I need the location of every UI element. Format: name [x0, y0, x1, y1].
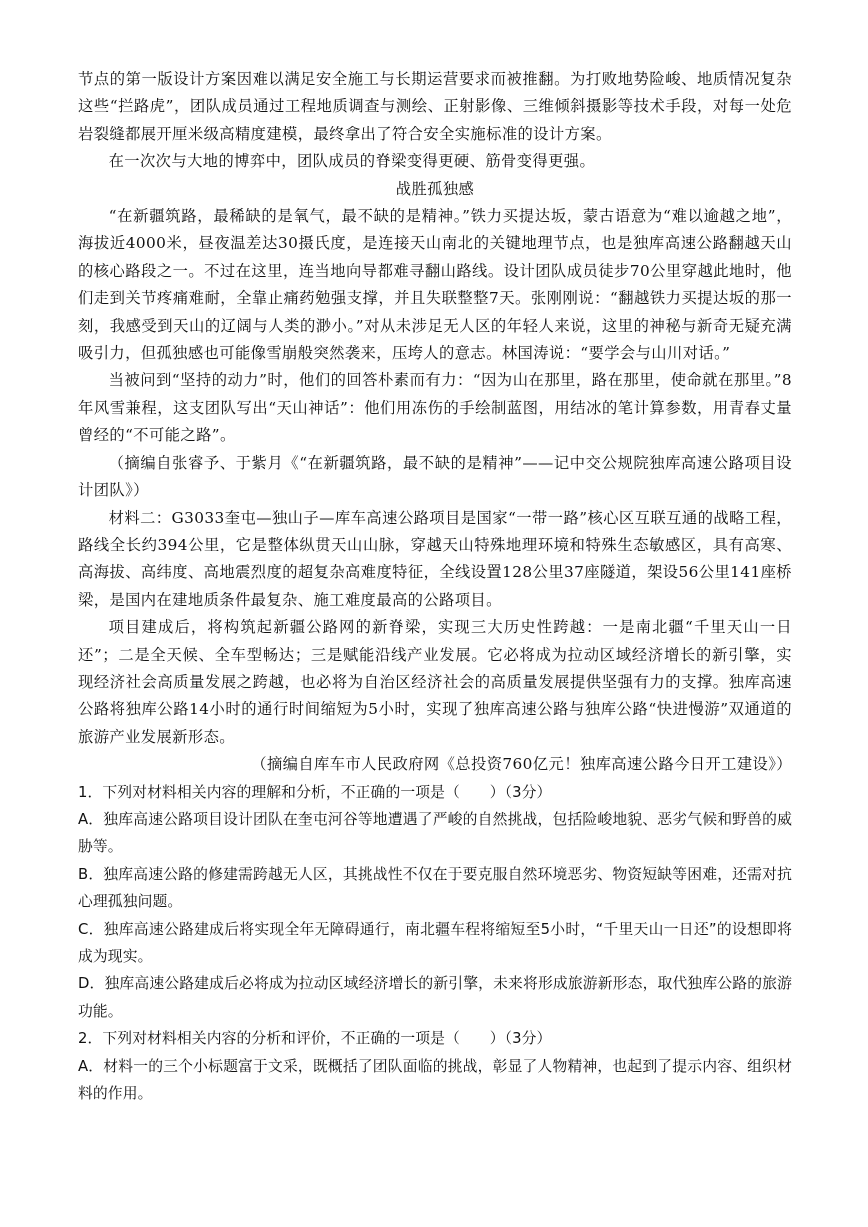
paragraph-5: 材料二：G3033奎屯—独山子—库车高速公路项目是国家“一带一路”核心区互联互通的战略工程，路线全长约394公里，它是整体纵贯天山山脉，穿越天山特殊地理环境和特殊生态敏感区，具有高寒、高海拔、高纬度、高地震烈度的超复杂高难度特征，全线设置128公里37座隧道，架设56公里141座桥梁，是国内在建地质条件最复杂、施工难度最高的公路项目。 — [78, 508, 792, 609]
section-subtitle: 战胜孤独感 — [395, 179, 475, 198]
question-1-option-b: B．独库高速公路的修建需跨越无人区，其挑战性不仅在于要克服自然环境恶劣、物资短缺等困难，还需对抗心理孤独问题。 — [78, 865, 792, 911]
question-1-stem: 1．下列对材料相关内容的理解和分析，不正确的一项是（ ）（3分） — [78, 783, 552, 801]
question-1-option-a: A．独库高速公路项目设计团队在奎屯河谷等地遭遇了严峻的自然挑战，包括险峻地貌、恶劣气候和野兽的威胁等。 — [78, 810, 792, 856]
question-1-option-d: D．独库高速公路建成后必将成为拉动区域经济增长的新引擎，未来将形成旅游新形态，取代独库公路的旅游功能。 — [78, 975, 792, 1020]
reading-material — [78, 66, 792, 779]
paragraph-6: 项目建成后，将构筑起新疆公路网的新脊梁，实现三大历史性跨越：一是南北疆“千里天山一日还”；二是全天候、全车型畅达；三是赋能沿线产业发展。它必将成为拉动区域经济增长的新引擎，实现经济社会高质量发展之跨越，也必将为自治区经济社会的高质量发展提供坚强有力的支撑。独库高速公路将独库公路14小时的通行时间缩短为5小时，实现了独库高速公路与独库公路“快进慢游”双通道的旅游产业发展新形态。 — [78, 618, 792, 746]
source-note-2: （摘编自库车市人民政府网《总投资760亿元！独库高速公路今日开工建设》） — [251, 755, 792, 774]
question-1-option-c: C．独库高速公路建成后将实现全年无障碍通行，南北疆车程将缩短至5小时，“千里天山一日还”的设想即将成为现实。 — [78, 920, 792, 965]
question-section — [78, 779, 792, 1108]
source-note-1: （摘编自张睿予、于紫月《“在新疆筑路，最不缺的是精神”——记中交公规院独库高速公路项目设计团队》） — [78, 453, 792, 500]
paragraph-2: 在一次次与大地的博弈中，团队成员的脊梁变得更硬、筋骨变得更强。 — [108, 152, 596, 171]
paragraph-1: 节点的第一版设计方案因难以满足安全施工与长期运营要求而被推翻。为打败地势险峻、地质情况复杂这些“拦路虎”，团队成员通过工程地质调查与测绘、正射影像、三维倾斜摄影等技术手段，对每一处危岩裂缝都展开厘米级高精度建模，最终拿出了符合安全实施标准的设计方案。 — [78, 70, 792, 143]
question-2-stem: 2．下列对材料相关内容的分析和评价，不正确的一项是（ ）（3分） — [78, 1030, 552, 1048]
question-2-option-a: A．材料一的三个小标题富于文采，既概括了团队面临的挑战，彰显了人物精神，也起到了提示内容、组织材料的作用。 — [78, 1057, 792, 1103]
paragraph-4: 当被问到“坚持的动力”时，他们的回答朴素而有力：“因为山在那里，路在那里，使命就在那里。”8年风雪兼程，这支团队写出“天山神话”：他们用冻伤的手绘制蓝图，用结冰的笔计算参数，用青春丈量曾经的“不可能之路”。 — [78, 371, 792, 445]
paragraph-3: “在新疆筑路，最稀缺的是氧气，最不缺的是精神。”铁力买提达坂，蒙古语意为“难以逾越之地”，海拔近4000米，昼夜温差达30摄氏度，是连接天山南北的关键地理节点，也是独库高速公路翻越天山的核心路段之一。不过在这里，连当地向导都难寻翻山路线。设计团队成员徒步70公里穿越此地时，他们走到关节疼痛难耐，全靠止痛药勉强支撑，并且失联整整7天。张刚刚说：“翻越铁力买提达坂的那一刻，我感受到天山的辽阔与人类的渺小。”对从未涉足无人区的年轻人来说，这里的神秘与新奇无疑充满吸引力，但孤独感也可能像雪崩般突然袭来，压垮人的意志。林国涛说：“要学会与山川对话。” — [78, 207, 792, 363]
